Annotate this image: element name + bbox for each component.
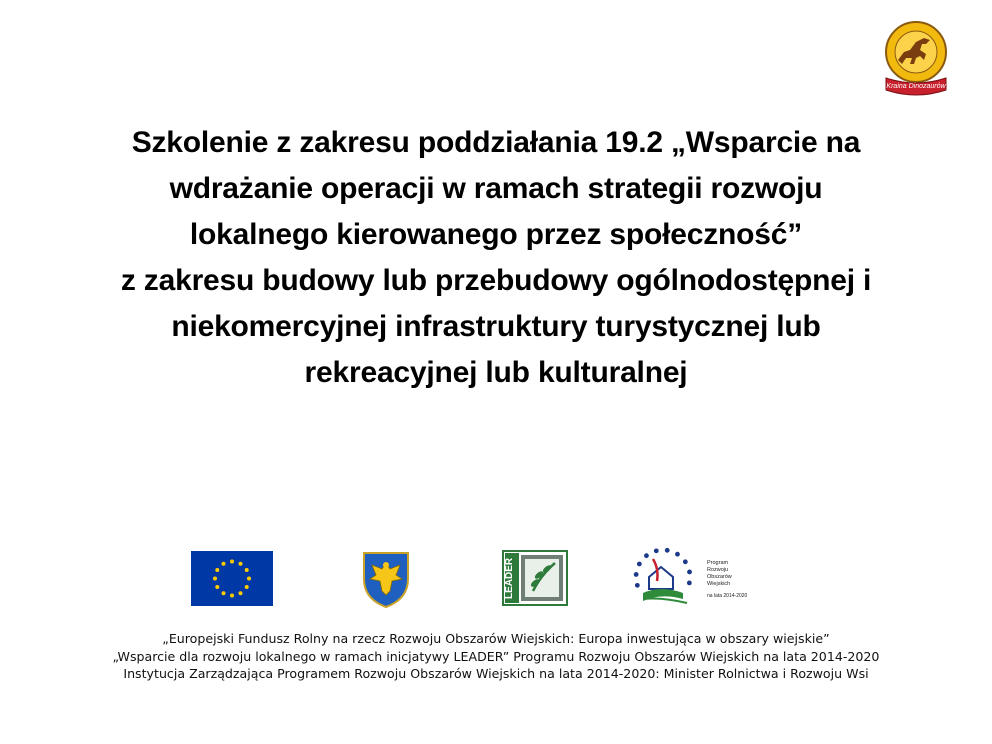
leader-logo-icon [503, 551, 567, 605]
prow-star [675, 552, 680, 557]
prow-logo [629, 543, 748, 607]
leader-text: LEADER [504, 557, 515, 599]
dinosaur-seal-icon [886, 22, 946, 82]
coat-of-arms-logo [360, 549, 412, 609]
eu-flag-icon [191, 551, 273, 606]
eu-star [222, 562, 226, 566]
lgd-kraina-dinozaurow-logo [880, 20, 952, 96]
leader-logo [503, 551, 567, 605]
eu-star [247, 577, 251, 581]
title-line: lokalnego kierowanego przez społeczność” [189, 218, 803, 251]
prow-star [665, 548, 670, 553]
eu-star [230, 594, 234, 598]
eu-star [213, 577, 217, 581]
title-line: wdrażanie operacji w ramach strategii rozwoju [169, 172, 823, 205]
prow-logo-icon [634, 548, 692, 603]
eu-star [222, 591, 226, 595]
footer-text [40, 630, 952, 683]
footer-line: Instytucja Zarządzająca Programem Rozwoju Obszarów Wiejskich na lata 2014-2020: Minister Rolnictwa i Rozwoju Wsi [123, 666, 869, 681]
prow-line: Rozwoju [707, 567, 729, 573]
prow-star [687, 570, 692, 575]
prow-star [637, 562, 642, 567]
prow-line: Program [707, 560, 729, 566]
title-line: rekreacyjnej lub kulturalnej [304, 356, 688, 389]
eu-star [215, 568, 219, 572]
title-line: z zakresu budowy lub przebudowy ogólnodostępnej i [120, 264, 872, 297]
eu-star [245, 568, 249, 572]
title-line: niekomercyjnej infrastruktury turystycznej lub [171, 310, 821, 343]
ribbon-text: Kraina Dinozaurów [886, 83, 946, 90]
prow-star [635, 583, 640, 588]
footer-line: „Europejski Fundusz Rolny na rzecz Rozwoju Obszarów Wiejskich: Europa inwestująca w obszary wiejskie” [162, 631, 830, 646]
eu-star [230, 560, 234, 564]
prow-star [683, 559, 688, 564]
eu-star [215, 585, 219, 589]
eu-star [239, 591, 243, 595]
footer-line: „Wsparcie dla rozwoju lokalnego w ramach inicjatywy LEADER” Programu Rozwoju Obszarów Wiejskich na lata 2014-2020 [112, 648, 880, 664]
title-line: Szkolenie z zakresu poddziałania 19.2 „Wsparcie na [131, 126, 861, 159]
prow-star [644, 553, 649, 558]
eu-star [245, 585, 249, 589]
prow-line: Obszarów [707, 574, 732, 580]
prow-star [687, 580, 692, 585]
eu-flag-logo [191, 551, 273, 606]
main-title [60, 120, 932, 396]
prow-star [654, 548, 659, 553]
eu-star [239, 562, 243, 566]
prow-line: Wiejskich [707, 581, 731, 587]
opole-eagle-coat-of-arms-icon [364, 553, 408, 607]
prow-star [634, 572, 639, 577]
prow-line: na lata 2014-2020 [707, 593, 748, 599]
